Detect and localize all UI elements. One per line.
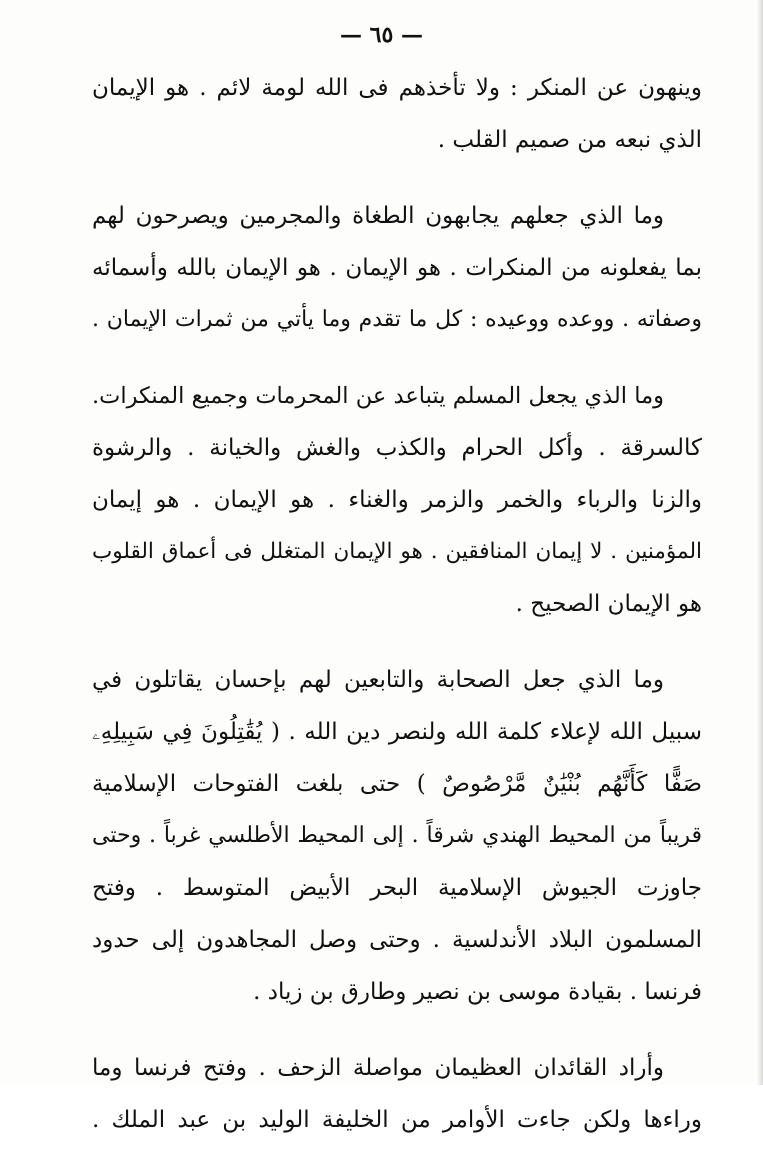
text-line: وينهون عن المنكر : ولا تأخذهم فى الله لومة لائم . هو الإيمان — [92, 75, 702, 101]
text-line: سبيل الله لإعلاء كلمة الله ولنصر دين الله . ( يُقَٰتِلُونَ فِي سَبِيلِهِۦ — [92, 719, 702, 745]
text-line: جاوزت الجيوش الإسلامية البحر الأبيض المتوسط . وفتح — [92, 875, 702, 901]
paragraph-5 — [92, 1042, 702, 1146]
text-line: المؤمنين . لا إيمان المنافقين . هو الإيمان المتغلل فى أعماق القلوب — [92, 539, 702, 564]
text-line: وما الذي يجعل المسلم يتباعد عن المحرمات وجميع المنكرات. — [92, 383, 664, 409]
paragraph-1 — [92, 62, 702, 166]
text-line: قريباً من المحيط الهندي شرقاً . إلى المحيط الأطلسي غرباً . وحتى — [92, 823, 702, 848]
text-line: وما الذي جعلهم يجابهون الطغاة والمجرمين ويصرحون لهم — [92, 203, 664, 229]
text-line: وراءها ولكن جاءت الأوامر من الخليفة الوليد بن عبد الملك . — [92, 1107, 702, 1133]
text-line: وما الذي جعل الصحابة والتابعين لهم بإحسان يقاتلون في — [92, 667, 664, 693]
text-line: بما يفعلونه من المنكرات . هو الإيمان . هو الإيمان بالله وأسمائه — [92, 255, 702, 281]
paragraph-4 — [92, 654, 702, 1018]
paragraph-2 — [92, 190, 702, 346]
text-line: الذي نبعه من صميم القلب . — [437, 127, 702, 153]
page-body — [92, 62, 702, 1170]
text-line: وأراد القائدان العظيمان مواصلة الزحف . وفتح فرنسا وما — [92, 1055, 664, 1081]
text-line: وصفاته . ووعده ووعيده : كل ما تقدم وما يأتي من ثمرات الإيمان . — [92, 307, 702, 332]
text-line: هو الإيمان الصحيح . — [515, 591, 702, 617]
text-line: فرنسا . بقيادة موسى بن نصير وطارق بن زياد . — [253, 979, 702, 1005]
text-line: والزنا والرباء والخمر والزمر والغناء . هو الإيمان . هو إيمان — [92, 487, 702, 513]
text-line: كالسرقة . وأكل الحرام والكذب والغش والخيانة . والرشوة — [92, 435, 702, 461]
page-number: — ٦٥ — — [340, 22, 423, 48]
page-edge-shadow — [757, 0, 763, 1085]
paragraph-3 — [92, 370, 702, 630]
text-line: المسلمون البلاد الأندلسية . وحتى وصل المجاهدون إلى حدود — [92, 927, 702, 953]
text-line: صَفًّا كَأَنَّهُم بُنْيَٰنٌ مَّرْصُوصٌ ) حتى بلغت الفتوحات الإسلامية — [92, 771, 702, 797]
